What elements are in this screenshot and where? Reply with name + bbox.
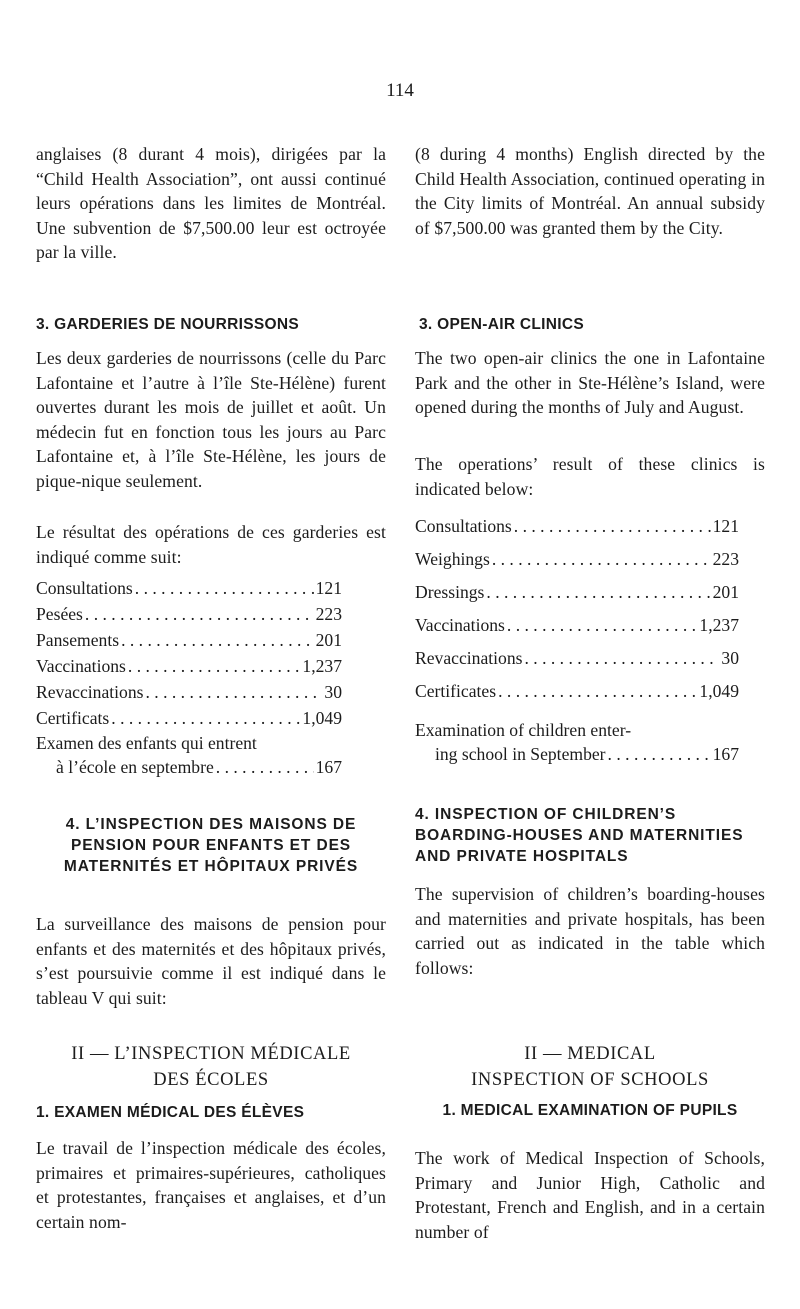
stat-exam-line1: Examen des enfants qui entrent bbox=[36, 733, 257, 753]
section-3-heading: 3. OPEN-AIR CLINICS bbox=[419, 316, 585, 333]
page-number: 114 bbox=[386, 80, 414, 101]
part-2-heading-line-1: II — MEDICAL bbox=[524, 1044, 656, 1064]
stat-exam-value: 167 bbox=[315, 757, 342, 777]
section-4-paragraph: La surveillance des maisons de pension pour enfants et des maternités et des hôpitaux privés, s’est poursuivie comme il est indiqué dans le tableau V qui suit: bbox=[36, 914, 386, 1008]
intro-paragraph: (8 during 4 months) English directed by the Child Health Association, continued operating in the City limits of Montréal. An annual subsidy of $7,500.00 was granted them by the City. bbox=[415, 144, 765, 238]
section-4-heading: 4. INSPECTION OF CHILDREN’S BOARDING-HOUSES AND MATERNITIES AND PRIVATE HOSPITALS bbox=[415, 806, 744, 865]
stat-row: Consultations . . . 121 bbox=[415, 510, 753, 543]
stat-row: Certificats . . . 1,049 bbox=[36, 705, 356, 731]
section-4-heading: 4. L’INSPECTION DES MAISONS DE PENSION POUR ENFANTS ET DES MATERNITÉS ET HÔPITAUX PRIVÉS bbox=[63, 816, 359, 875]
subsection-1-paragraph: The work of Medical Inspection of Schools, Primary and Junior High, Catholic and Protestant, French and English, and in a certain number of bbox=[415, 1148, 765, 1242]
stat-row: Certificates . . . 1,049 bbox=[415, 675, 753, 708]
stat-row: Vaccinations . . . 1,237 bbox=[415, 609, 753, 642]
statistics-list bbox=[415, 510, 753, 766]
stat-row: Pansements . . . 201 bbox=[36, 627, 356, 653]
statistics-list bbox=[36, 575, 356, 779]
section-3-paragraph-1: Les deux garderies de nourrissons (celle du Parc Lafontaine et l’autre à l’île Ste-Hélène) furent ouvertes durant les mois de juillet et août. Un médecin fut en fonction tous les jours au Parc Lafontaine et, à l’île Ste-Hélène, les jours de pique-nique seulement. bbox=[36, 348, 386, 491]
stat-row: Consultations . . . 121 bbox=[36, 575, 356, 601]
section-3-paragraph-1: The two open-air clinics the one in Lafontaine Park and the other in Ste-Hélène’s Island, were opened during the months of July and August. bbox=[415, 348, 765, 417]
stat-exam-line2: à l’école en septembre bbox=[56, 757, 214, 777]
stat-exam-value: 167 bbox=[712, 744, 739, 764]
subsection-1-paragraph: Le travail de l’inspection médicale des écoles, primaires et primaires-supérieures, catholiques et protestantes, françaises et anglaises, et d’un certain nom- bbox=[36, 1138, 386, 1232]
subsection-1-heading: 1. EXAMEN MÉDICAL DES ÉLÈVES bbox=[36, 1104, 305, 1121]
intro-paragraph: anglaises (8 durant 4 mois), dirigées par la “Child Health Association”, ont aussi continué leurs opérations dans les limites de Montréal. Une subvention de $7,500.00 leur est octroyée par la ville. bbox=[36, 144, 386, 262]
section-3-paragraph-2: Le résultat des opérations de ces garderies est indiqué comme suit: bbox=[36, 522, 386, 567]
part-2-heading-line-1: II — L’INSPECTION MÉDICALE bbox=[71, 1044, 351, 1064]
stat-exam-line2: ing school in September bbox=[435, 744, 606, 764]
stat-row-exam bbox=[36, 731, 356, 779]
section-3-heading: 3. GARDERIES DE NOURRISSONS bbox=[36, 316, 300, 333]
stat-row: Pesées . . . 223 bbox=[36, 601, 356, 627]
part-2-heading-line-2: DES ÉCOLES bbox=[153, 1070, 269, 1090]
part-2-heading-line-2: INSPECTION OF SCHOOLS bbox=[471, 1070, 709, 1090]
stat-exam-line1: Examination of children enter- bbox=[415, 720, 632, 740]
section-4-paragraph: The supervision of children’s boarding-houses and maternities and private hospitals, has been carried out as indicated in the table which follows: bbox=[415, 884, 765, 978]
stat-row: Dressings . . . 201 bbox=[415, 576, 753, 609]
subsection-1-heading: 1. MEDICAL EXAMINATION OF PUPILS bbox=[442, 1102, 738, 1119]
section-3-paragraph-2: The operations’ result of these clinics is indicated below: bbox=[415, 454, 765, 499]
french-column bbox=[36, 142, 386, 1282]
stat-row: Revaccinations . . . 30 bbox=[415, 642, 753, 675]
stat-row: Revaccinations . . . 30 bbox=[36, 679, 356, 705]
english-column bbox=[415, 142, 765, 1282]
stat-row: Weighings . . . 223 bbox=[415, 543, 753, 576]
stat-row: Vaccinations . . . 1,237 bbox=[36, 653, 356, 679]
stat-row-exam bbox=[415, 718, 753, 766]
